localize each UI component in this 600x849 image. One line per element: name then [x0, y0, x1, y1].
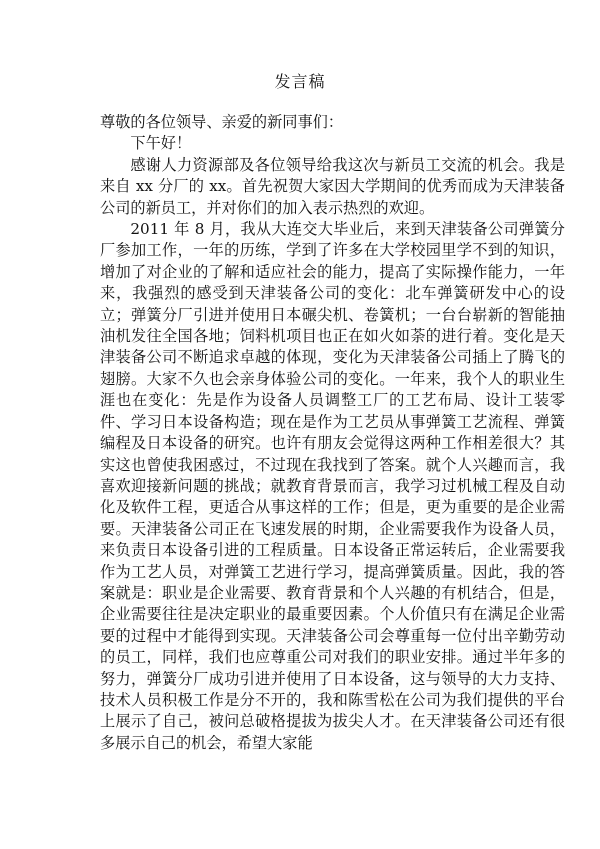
paragraph-2: 2011 年 8 月，我从大连交大毕业后，来到天津装备公司弹簧分厂参加工作，一年的历练，学到了许多在大学校园里学不到的知识，增加了对企业的了解和适应社会的能力，提高了实际操作能力，一年来，我强烈的感受到天津装备公司的变化：北车弹簧研发中心的设立；弹簧分厂引进并使用日本碾尖机、卷簧机；一台台崭新的智能抽油机发往全国各地；饲料机项目也正在如火如荼的进行着。变化是天津装备公司不断追求卓越的体现，变化为天津装备公司插上了腾飞的翅膀。大家不久也会亲身体验公司的变化。一年来，我个人的职业生涯也在变化：先是作为设备人员调整工厂的工艺布局、设计工装零件、学习日本设备构造；现在是作为工艺员从事弹簧工艺流程、弹簧编程及日本设备的研究。也许有朋友会觉得这两种工作相差很大？其实这也曾使我困惑过，不过现在我找到了答案。就个人兴趣而言，我喜欢迎接新问题的挑战；就教育背景而言，我学习过机械工程及自动化及软件工程，更适合从事这样的工作；但是，更为重要的是企业需要。天津装备公司正在飞速发展的时期，企业需要我作为设备人员，来负责日本设备引进的工程质量。日本设备正常运转后，企业需要我作为工艺人员，对弹簧工艺进行学习，提高弹簧质量。因此，我的答案就是：职业是企业需要、教育背景和个人兴趣的有机结合，但是，企业需要往往是决定职业的最重要因素。个人价值只有在满足企业需要的过程中才能得到实现。天津装备公司会尊重每一位付出辛勤劳动的员工，同样，我们也应尊重公司对我们的职业安排。通过半年多的努力，弹簧分厂成功引进并使用了日本设备，这与领导的大力支持、技术人员积极工作是分不开的，我和陈雪松在公司为我们提供的平台上展示了自己，被问总破格提拔为拔尖人才。在天津装备公司还有很多展示自己的机会，希望大家能	[100, 220, 565, 752]
greeting-line: 下午好！	[130, 134, 192, 153]
document-body	[100, 112, 565, 754]
document-title: 发言稿	[274, 72, 326, 91]
salutation-line: 尊敬的各位领导、亲爱的新同事们：	[100, 113, 343, 131]
paragraph-1: 感谢人力资源部及各位领导给我这次与新员工交流的机会。我是来自 xx 分厂的 xx。首先祝贺大家因大学期间的优秀而成为天津装备公司的新员工，并对你们的加入表示热烈的欢迎。	[100, 155, 565, 217]
